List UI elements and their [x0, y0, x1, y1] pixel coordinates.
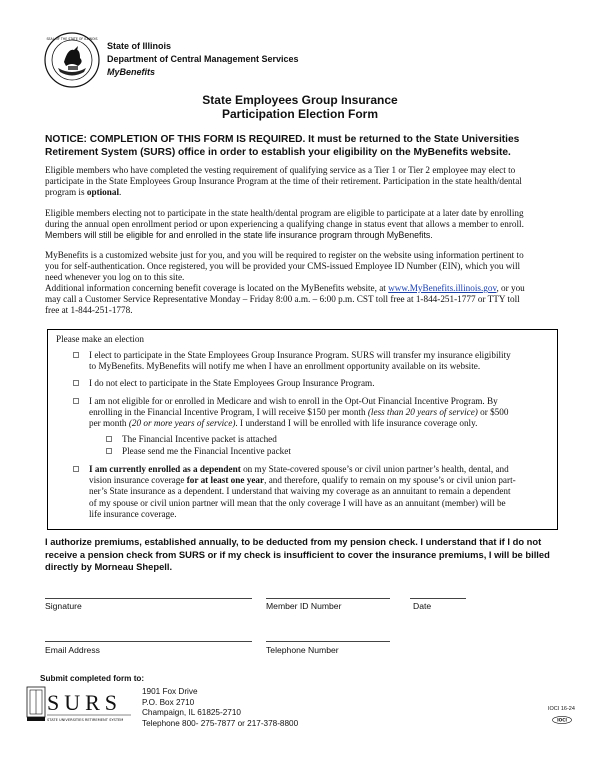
text-line: life insurance coverage. [89, 508, 177, 519]
logo-subtitle: STATE UNIVERSITIES RETIREMENT SYSTEM [47, 718, 124, 722]
election-heading: Please make an election [56, 334, 145, 344]
text-line: during the annual open enrollment period or upon experiencing a qualifying change in status event that allows a member to enroll. [45, 219, 524, 230]
text-line: Members will still be eligible for and enrolled in the state life insurance program through MyBenefits. [45, 230, 433, 241]
text-line [89, 475, 516, 486]
signature-line[interactable] [45, 598, 252, 599]
text-line: Eligible members who have completed the vesting requirement of qualifying service as a Tier 1 or Tier 2 employee may elect to [45, 165, 516, 175]
svg-text:IOCI [557, 718, 567, 723]
text-span: Additional information concerning benefit coverage is located on the MyBenefits website, at [45, 283, 389, 293]
svg-text:SURS [47, 690, 122, 715]
text-span: (20 or more years of service) [128, 418, 236, 429]
paragraph-eligibility [45, 165, 565, 199]
state-seal-logo [44, 32, 100, 88]
text-span: program is [45, 187, 87, 198]
text-span: enrolling in the Financial Incentive Program, I will receive $150 per month [89, 407, 368, 418]
agency-header [107, 40, 299, 79]
authorization-statement [45, 536, 560, 574]
dependent-checkbox[interactable] [73, 466, 79, 472]
text-line [89, 464, 516, 475]
signature-label: Signature [45, 601, 82, 611]
text-span: on my State-covered spouse’s or civil union partner’s health, dental, and [240, 464, 509, 474]
address-line: 1901 Fox Drive [142, 687, 198, 696]
text-line: directly by Morneau Shepell. [45, 561, 173, 572]
union-bug-text: IOCI [557, 717, 567, 723]
svg-text:SEAL OF THE STATE OF ILLINOIS [46, 37, 97, 41]
address-line: Telephone 800- 275-7877 or 217-378-8800 [142, 718, 299, 728]
text-span: I am currently enrolled as a dependent [89, 464, 241, 474]
election-box [47, 329, 558, 530]
opt-out-checkbox[interactable] [73, 398, 79, 404]
text-line [45, 283, 565, 294]
text-span: for at least one year [186, 475, 265, 486]
text-line [89, 407, 508, 418]
address-line: Champaign, IL 61825-2710 [142, 708, 241, 718]
text-line: may call a Customer Service Representative Monday – Friday 8:00 a.m. – 6:00 p.m. CST toll free at 1-844-251-1777 or TTY toll [45, 294, 520, 305]
notice-line-1: NOTICE: COMPLETION OF THIS FORM IS REQUIRED. It must be returned to the State Universities [45, 134, 520, 145]
text-line: receive a pension check from SURS or if my check is insufficient to cover the insurance premiums, I will be billed [45, 548, 550, 560]
text-line: MyBenefits is a customized website just for you, and you will be required to register on the website using information pertinent to [45, 250, 524, 260]
email-line[interactable] [45, 641, 252, 642]
text-span: , and therefore, qualify to remain on my spouse’s or civil union part- [264, 475, 516, 486]
text-span: . I understand I will be enrolled with life insurance coverage only. [235, 418, 478, 429]
title-line-1: State Employees Group Insurance [202, 93, 398, 107]
union-bug-logo [552, 716, 572, 724]
text-line: need whenever you log on to this site. [45, 272, 185, 283]
text-line: you for self-authentication. Once registered, you will be provided your CMS-issued Employee ID Number (EIN), which you will [45, 261, 521, 272]
text-line: free at 1-844-251-1778. [45, 305, 133, 316]
paragraph-contact [45, 283, 565, 317]
text-line: I do not elect to participate in the State Employees Group Insurance Program. [89, 378, 375, 388]
text-span: or $500 [477, 407, 509, 418]
text-line: to MyBenefits. MyBenefits will notify me when I have an enrollment opportunity available on its website. [89, 361, 481, 372]
text-span: , or you [496, 283, 525, 293]
text-line: Eligible members electing not to participate in the state health/dental program are eligible to participate at a later date by enrolling [45, 208, 524, 218]
title-line-2: Participation Election Form [221, 107, 379, 121]
form-title [0, 93, 600, 121]
packet-attached-checkbox[interactable] [106, 436, 112, 442]
decline-checkbox[interactable] [73, 380, 79, 386]
text-line [89, 418, 508, 429]
address-line: P.O. Box 2710 [142, 697, 195, 707]
text-span: per month [89, 418, 129, 429]
text-span: (less than 20 years of service) [367, 407, 478, 418]
submit-label: Submit completed form to: [40, 674, 145, 683]
participate-checkbox[interactable] [73, 352, 79, 358]
state-name: State of Illinois [107, 41, 172, 51]
text-line: I am not eligible for or enrolled in Medicare and wish to enroll in the Opt-Out Financial Incentive Program. By [89, 396, 498, 406]
phone-label: Telephone Number [266, 645, 339, 655]
date-label: Date [413, 601, 432, 611]
text-line: ner’s State insurance as a dependent. I understand that waiving my coverage as an annuitant to remain a dependent [89, 486, 511, 497]
mybenefits-link[interactable]: www.MyBenefits.illinois.gov [388, 283, 497, 293]
member-id-line[interactable] [266, 598, 390, 599]
paragraph-non-participation [45, 208, 565, 242]
text-line: I authorize premiums, established annually, to be deducted from my pension check. I understand that if I do not [45, 536, 542, 547]
notice [45, 134, 560, 159]
optional-emphasis: optional [86, 187, 120, 198]
text-line: Please send me the Financial Incentive packet [122, 446, 291, 456]
form-code: IOCI 16-24 [548, 706, 575, 712]
email-label: Email Address [45, 645, 100, 655]
send-packet-checkbox[interactable] [106, 448, 112, 454]
department-name: Department of Central Management Services [107, 54, 299, 64]
text-line: of my spouse or civil union partner will mean that the only coverage I will have as an annuitant (member) will be [89, 497, 506, 508]
phone-line[interactable] [266, 641, 390, 642]
date-line[interactable] [410, 598, 466, 599]
surs-logo [25, 685, 133, 725]
svg-text:STATE UNIVERSITIES RETIREMENT [47, 718, 123, 722]
text-line: participate in the State Employees Group Insurance Program at the time of their retirement. Participation in the state health/dental [45, 176, 522, 187]
text-span: . [119, 187, 122, 198]
paragraph-website [45, 250, 565, 284]
text-line: The Financial Incentive packet is attached [122, 434, 277, 444]
text-span: vision insurance coverage [89, 475, 187, 486]
brand-name: MyBenefits [107, 67, 156, 77]
mailing-address [142, 687, 298, 729]
text-line: I elect to participate in the State Employees Group Insurance Program. SURS will transfer my insurance eligibility [89, 350, 511, 360]
logo-text: SURS [47, 690, 123, 715]
notice-line-2: Retirement System (SURS) office in order to establish your eligibility on the MyBenefits website. [45, 146, 511, 158]
seal-text: SEAL OF THE STATE OF ILLINOIS [46, 37, 98, 41]
member-id-label: Member ID Number [266, 601, 342, 611]
text-line [45, 187, 565, 198]
